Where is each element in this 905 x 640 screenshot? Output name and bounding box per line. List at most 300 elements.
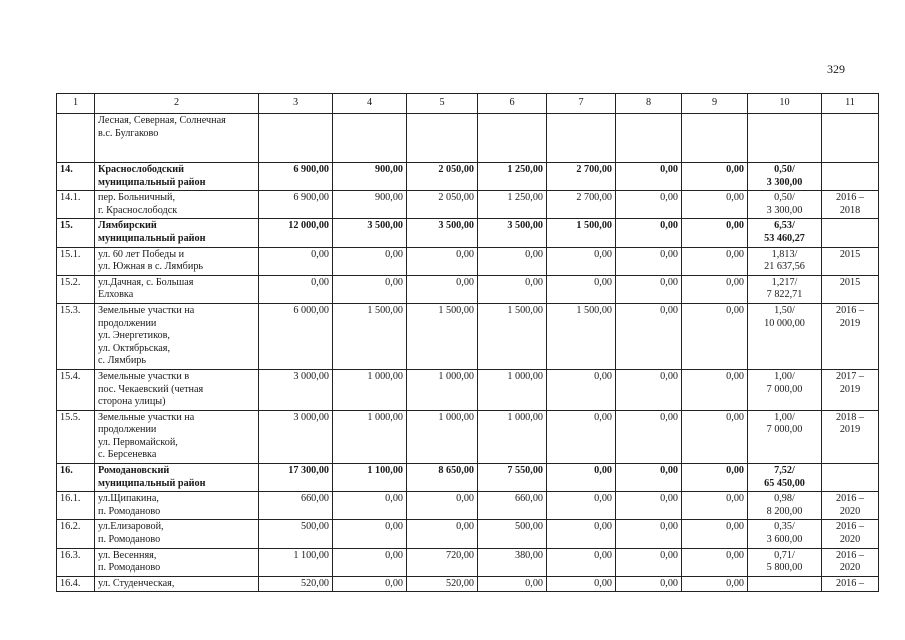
cell-text-line: 2016 –: [835, 577, 864, 589]
col10-value: [748, 492, 822, 520]
col4-value: [333, 520, 407, 548]
cell-text-line: 0,00: [385, 549, 403, 561]
col3-value: [259, 492, 333, 520]
period-years: [822, 410, 879, 463]
column-header: 9: [682, 94, 748, 114]
cell-text-line: 2 050,00: [438, 164, 474, 175]
district-summary-row: [57, 219, 879, 247]
period-years: [822, 492, 879, 520]
cell-text-line: 0,00: [594, 493, 612, 505]
cell-text-line: 1 100,00: [367, 465, 403, 477]
cell-text-line: 500,00: [300, 521, 329, 533]
table-row: [57, 303, 879, 369]
col3-value: [259, 219, 333, 247]
cell-text-line: 15.: [60, 220, 73, 232]
cell-text-line: 12 000,00: [288, 220, 329, 232]
period-years: [822, 275, 879, 303]
col8-value: [616, 275, 682, 303]
cell-text-line: 0,00: [594, 370, 612, 382]
col3-value: [259, 191, 333, 219]
cell-text-line: 2020: [839, 562, 861, 574]
row-description: [95, 492, 259, 520]
period-years: [822, 114, 879, 163]
cell-text-line: 2019: [839, 383, 861, 395]
col10-value: [748, 247, 822, 275]
col4-value: [333, 163, 407, 191]
district-summary-row: [57, 163, 879, 191]
cell-text-line: 2019: [839, 317, 861, 329]
cell-text-line: 0,00: [726, 192, 744, 204]
cell-text-line: 2020: [839, 534, 861, 546]
period-years: [822, 548, 879, 576]
cell-text-line: 1 500,00: [507, 304, 543, 316]
cell-text-line: 3 000,00: [293, 370, 329, 382]
row-description: [95, 410, 259, 463]
cell-text-line: пос. Чекаевский (четная: [98, 383, 204, 395]
col7-value: [547, 369, 616, 410]
cell-text-line: 380,00: [514, 549, 543, 561]
cell-text-line: Лямбирский: [98, 220, 157, 232]
col6-value: [478, 410, 547, 463]
cell-text-line: 0,00: [385, 248, 403, 260]
district-summary-row: [57, 464, 879, 492]
cell-text-line: 15.1.: [60, 248, 81, 260]
row-description: [95, 464, 259, 492]
table-row: [57, 114, 879, 163]
col5-value: [407, 576, 478, 592]
column-header: 1: [57, 94, 95, 114]
header-row: [57, 94, 879, 114]
col6-value: [478, 163, 547, 191]
cell-text-line: 7 000,00: [766, 424, 803, 436]
col6-value: [478, 247, 547, 275]
cell-text-line: п. Ромоданово: [98, 534, 161, 546]
cell-text-line: 1 500,00: [367, 304, 403, 316]
cell-text-line: 16.: [60, 465, 73, 477]
cell-text-line: 1,217/: [771, 276, 798, 288]
cell-text-line: ул. Энергетиков,: [98, 330, 170, 342]
cell-text-line: 0,00: [594, 248, 612, 260]
cell-text-line: 0,00: [660, 411, 678, 423]
cell-text-line: Ромодановский: [98, 465, 170, 477]
col5-value: [407, 303, 478, 369]
cell-text-line: Земельные участки на: [98, 304, 195, 316]
row-description: [95, 369, 259, 410]
cell-text-line: 0,00: [726, 493, 744, 505]
col10-value: [748, 576, 822, 592]
cell-text-line: 1 500,00: [576, 220, 612, 232]
col8-value: [616, 247, 682, 275]
row-number: [57, 191, 95, 219]
col8-value: [616, 492, 682, 520]
cell-text-line: 2020: [839, 505, 861, 517]
col10-value: [748, 464, 822, 492]
cell-text-line: ул. Весенняя,: [98, 549, 157, 561]
cell-text-line: 0,00: [594, 521, 612, 533]
cell-text-line: 0,00: [311, 248, 329, 260]
col7-value: [547, 114, 616, 163]
row-number: [57, 576, 95, 592]
cell-text-line: 16.3.: [60, 549, 81, 561]
cell-text-line: 0,00: [594, 465, 612, 477]
col10-value: [748, 303, 822, 369]
cell-text-line: 0,00: [660, 276, 678, 288]
col9-value: [682, 163, 748, 191]
row-number: [57, 114, 95, 163]
cell-text-line: 0,00: [726, 465, 744, 477]
cell-text-line: 0,00: [660, 493, 678, 505]
cell-text-line: 7 822,71: [766, 289, 803, 301]
col7-value: [547, 247, 616, 275]
col7-value: [547, 303, 616, 369]
row-description: [95, 163, 259, 191]
cell-text-line: 0,00: [726, 521, 744, 533]
col6-value: [478, 576, 547, 592]
col7-value: [547, 219, 616, 247]
cell-text-line: п. Ромоданово: [98, 562, 161, 574]
col7-value: [547, 464, 616, 492]
cell-text-line: г. Краснослободск: [98, 204, 178, 216]
cell-text-line: 1 000,00: [507, 370, 543, 382]
col5-value: [407, 114, 478, 163]
cell-text-line: 0,00: [525, 577, 543, 589]
cell-text-line: 2018 –: [835, 411, 864, 423]
row-description: [95, 520, 259, 548]
cell-text-line: 16.1.: [60, 493, 81, 505]
row-number: [57, 369, 95, 410]
col9-value: [682, 492, 748, 520]
cell-text-line: 1 500,00: [438, 304, 474, 316]
table-row: [57, 191, 879, 219]
col4-value: [333, 464, 407, 492]
col6-value: [478, 191, 547, 219]
table-row: [57, 369, 879, 410]
col9-value: [682, 520, 748, 548]
col3-value: [259, 163, 333, 191]
cell-text-line: 0,00: [594, 549, 612, 561]
col3-value: [259, 114, 333, 163]
col4-value: [333, 219, 407, 247]
cell-text-line: 1 000,00: [367, 370, 403, 382]
cell-text-line: 10 000,00: [764, 317, 805, 329]
period-years: [822, 369, 879, 410]
cell-text-line: 1 250,00: [507, 192, 543, 204]
cell-text-line: 900,00: [374, 164, 403, 175]
col8-value: [616, 191, 682, 219]
row-number: [57, 247, 95, 275]
cell-text-line: Краснослободский: [98, 164, 185, 175]
col8-value: [616, 163, 682, 191]
cell-text-line: 0,00: [660, 164, 678, 175]
cell-text-line: 0,00: [726, 276, 744, 288]
col6-value: [478, 464, 547, 492]
col9-value: [682, 191, 748, 219]
cell-text-line: 53 460,27: [764, 232, 805, 244]
col6-value: [478, 492, 547, 520]
cell-text-line: муниципальный район: [98, 477, 206, 489]
cell-text-line: ул.Дачная, с. Большая: [98, 276, 194, 288]
cell-text-line: 7,52/: [774, 465, 795, 477]
cell-text-line: 0,00: [594, 411, 612, 423]
cell-text-line: Земельные участки в: [98, 370, 190, 382]
cell-text-line: 15.3.: [60, 304, 81, 316]
col4-value: [333, 410, 407, 463]
col5-value: [407, 275, 478, 303]
cell-text-line: 1,00/: [774, 411, 795, 423]
col9-value: [682, 464, 748, 492]
cell-text-line: 2016 –: [835, 192, 864, 204]
cell-text-line: 2 700,00: [576, 192, 612, 204]
column-header: 10: [748, 94, 822, 114]
col4-value: [333, 191, 407, 219]
cell-text-line: 0,00: [660, 248, 678, 260]
cell-text-line: 1 000,00: [438, 370, 474, 382]
col9-value: [682, 410, 748, 463]
row-description: [95, 191, 259, 219]
col8-value: [616, 520, 682, 548]
cell-text-line: ул. Студенческая,: [98, 577, 175, 589]
cell-text-line: продолжении: [98, 317, 157, 329]
cell-text-line: 2017 –: [835, 370, 864, 382]
cell-text-line: ул. Южная в с. Лямбирь: [98, 261, 204, 273]
row-description: [95, 219, 259, 247]
col9-value: [682, 275, 748, 303]
cell-text-line: 520,00: [300, 577, 329, 589]
col4-value: [333, 369, 407, 410]
cell-text-line: 0,00: [660, 192, 678, 204]
cell-text-line: 15.5.: [60, 411, 81, 423]
cell-text-line: 0,00: [660, 304, 678, 316]
cell-text-line: 660,00: [514, 493, 543, 505]
cell-text-line: 0,00: [456, 248, 474, 260]
cell-text-line: 8 650,00: [438, 465, 474, 477]
row-description: [95, 576, 259, 592]
col7-value: [547, 492, 616, 520]
col7-value: [547, 410, 616, 463]
col9-value: [682, 576, 748, 592]
col7-value: [547, 576, 616, 592]
cell-text-line: 3 500,00: [438, 220, 474, 232]
cell-text-line: 0,00: [726, 549, 744, 561]
cell-text-line: 14.: [60, 164, 73, 175]
col4-value: [333, 548, 407, 576]
cell-text-line: 520,00: [445, 577, 474, 589]
col9-value: [682, 114, 748, 163]
cell-text-line: 8 200,00: [766, 505, 803, 517]
cell-text-line: 2015: [839, 248, 861, 260]
period-years: [822, 464, 879, 492]
cell-text-line: 14.1.: [60, 192, 81, 204]
cell-text-line: 0,00: [525, 248, 543, 260]
col5-value: [407, 247, 478, 275]
row-description: [95, 247, 259, 275]
col10-value: [748, 163, 822, 191]
col9-value: [682, 369, 748, 410]
col5-value: [407, 163, 478, 191]
cell-text-line: 0,00: [456, 521, 474, 533]
col8-value: [616, 410, 682, 463]
cell-text-line: 0,00: [726, 164, 744, 175]
col7-value: [547, 520, 616, 548]
col6-value: [478, 520, 547, 548]
col10-value: [748, 548, 822, 576]
col3-value: [259, 520, 333, 548]
col9-value: [682, 548, 748, 576]
col7-value: [547, 191, 616, 219]
table-row: [57, 247, 879, 275]
cell-text-line: 2016 –: [835, 304, 864, 316]
column-header: 2: [95, 94, 259, 114]
col4-value: [333, 492, 407, 520]
cell-text-line: 0,00: [594, 276, 612, 288]
col10-value: [748, 219, 822, 247]
row-number: [57, 163, 95, 191]
cell-text-line: муниципальный район: [98, 232, 206, 244]
cell-text-line: 16.2.: [60, 521, 81, 533]
period-years: [822, 303, 879, 369]
cell-text-line: Земельные участки на: [98, 411, 195, 423]
col6-value: [478, 219, 547, 247]
col4-value: [333, 275, 407, 303]
cell-text-line: 0,00: [660, 370, 678, 382]
budget-table: [56, 93, 879, 592]
cell-text-line: 15.4.: [60, 370, 81, 382]
col8-value: [616, 303, 682, 369]
cell-text-line: 3 300,00: [766, 204, 803, 216]
col3-value: [259, 275, 333, 303]
col6-value: [478, 369, 547, 410]
cell-text-line: 0,00: [385, 276, 403, 288]
cell-text-line: 15.2.: [60, 276, 81, 288]
period-years: [822, 247, 879, 275]
cell-text-line: 1 000,00: [507, 411, 543, 423]
column-header: 7: [547, 94, 616, 114]
cell-text-line: продолжении: [98, 424, 157, 436]
cell-text-line: ул. 60 лет Победы и: [98, 248, 185, 260]
cell-text-line: 2016 –: [835, 493, 864, 505]
col8-value: [616, 114, 682, 163]
table-body: [57, 114, 879, 592]
cell-text-line: ул. Первомайской,: [98, 436, 178, 448]
cell-text-line: 660,00: [300, 493, 329, 505]
cell-text-line: 1,00/: [774, 370, 795, 382]
cell-text-line: 0,00: [456, 276, 474, 288]
cell-text-line: 6 900,00: [293, 192, 329, 204]
cell-text-line: 3 300,00: [766, 176, 803, 188]
cell-text-line: п. Ромоданово: [98, 505, 161, 517]
cell-text-line: 0,00: [456, 493, 474, 505]
cell-text-line: ул.Щипакина,: [98, 493, 159, 505]
col8-value: [616, 369, 682, 410]
cell-text-line: 0,00: [525, 276, 543, 288]
col5-value: [407, 410, 478, 463]
cell-text-line: 6 000,00: [293, 304, 329, 316]
col9-value: [682, 247, 748, 275]
column-header: 8: [616, 94, 682, 114]
period-years: [822, 520, 879, 548]
col10-value: [748, 369, 822, 410]
col10-value: [748, 114, 822, 163]
cell-text-line: 3 500,00: [507, 220, 543, 232]
col3-value: [259, 548, 333, 576]
cell-text-line: 1 500,00: [576, 304, 612, 316]
cell-text-line: 16.4.: [60, 577, 81, 589]
col6-value: [478, 548, 547, 576]
col6-value: [478, 303, 547, 369]
table-row: [57, 492, 879, 520]
column-header: 5: [407, 94, 478, 114]
table-row: [57, 410, 879, 463]
col3-value: [259, 576, 333, 592]
col5-value: [407, 191, 478, 219]
cell-text-line: с. Лямбирь: [98, 355, 147, 367]
cell-text-line: 0,50/: [774, 192, 795, 204]
cell-text-line: 0,98/: [774, 493, 795, 505]
cell-text-line: 0,00: [726, 577, 744, 589]
cell-text-line: 0,35/: [774, 521, 795, 533]
row-number: [57, 303, 95, 369]
cell-text-line: 720,00: [445, 549, 474, 561]
col6-value: [478, 114, 547, 163]
col3-value: [259, 410, 333, 463]
cell-text-line: 0,00: [660, 521, 678, 533]
col10-value: [748, 410, 822, 463]
row-number: [57, 492, 95, 520]
cell-text-line: сторона улицы): [98, 396, 166, 408]
cell-text-line: 2 050,00: [438, 192, 474, 204]
cell-text-line: 1,50/: [774, 304, 795, 316]
col3-value: [259, 247, 333, 275]
period-years: [822, 163, 879, 191]
cell-text-line: 1,813/: [771, 248, 798, 260]
cell-text-line: 0,00: [311, 276, 329, 288]
col3-value: [259, 303, 333, 369]
row-description: [95, 275, 259, 303]
cell-text-line: 2015: [839, 276, 861, 288]
table-row: [57, 548, 879, 576]
row-number: [57, 520, 95, 548]
cell-text-line: ул. Октябрьская,: [98, 342, 170, 354]
col4-value: [333, 576, 407, 592]
cell-text-line: 500,00: [514, 521, 543, 533]
column-header: 6: [478, 94, 547, 114]
cell-text-line: 0,00: [726, 411, 744, 423]
col5-value: [407, 219, 478, 247]
cell-text-line: 0,00: [660, 549, 678, 561]
column-header: 3: [259, 94, 333, 114]
cell-text-line: 2 700,00: [576, 164, 612, 175]
cell-text-line: 7 550,00: [507, 465, 543, 477]
col5-value: [407, 548, 478, 576]
col7-value: [547, 548, 616, 576]
cell-text-line: 3 600,00: [766, 534, 803, 546]
col7-value: [547, 275, 616, 303]
cell-text-line: 2019: [839, 424, 861, 436]
cell-text-line: 2016 –: [835, 521, 864, 533]
cell-text-line: 0,71/: [774, 549, 795, 561]
cell-text-line: 0,00: [660, 465, 678, 477]
cell-text-line: 0,50/: [774, 164, 795, 175]
cell-text-line: 0,00: [726, 304, 744, 316]
row-number: [57, 464, 95, 492]
cell-text-line: 2016 –: [835, 549, 864, 561]
col5-value: [407, 520, 478, 548]
col4-value: [333, 114, 407, 163]
col5-value: [407, 369, 478, 410]
row-number: [57, 548, 95, 576]
cell-text-line: 6,53/: [774, 220, 795, 232]
col8-value: [616, 548, 682, 576]
